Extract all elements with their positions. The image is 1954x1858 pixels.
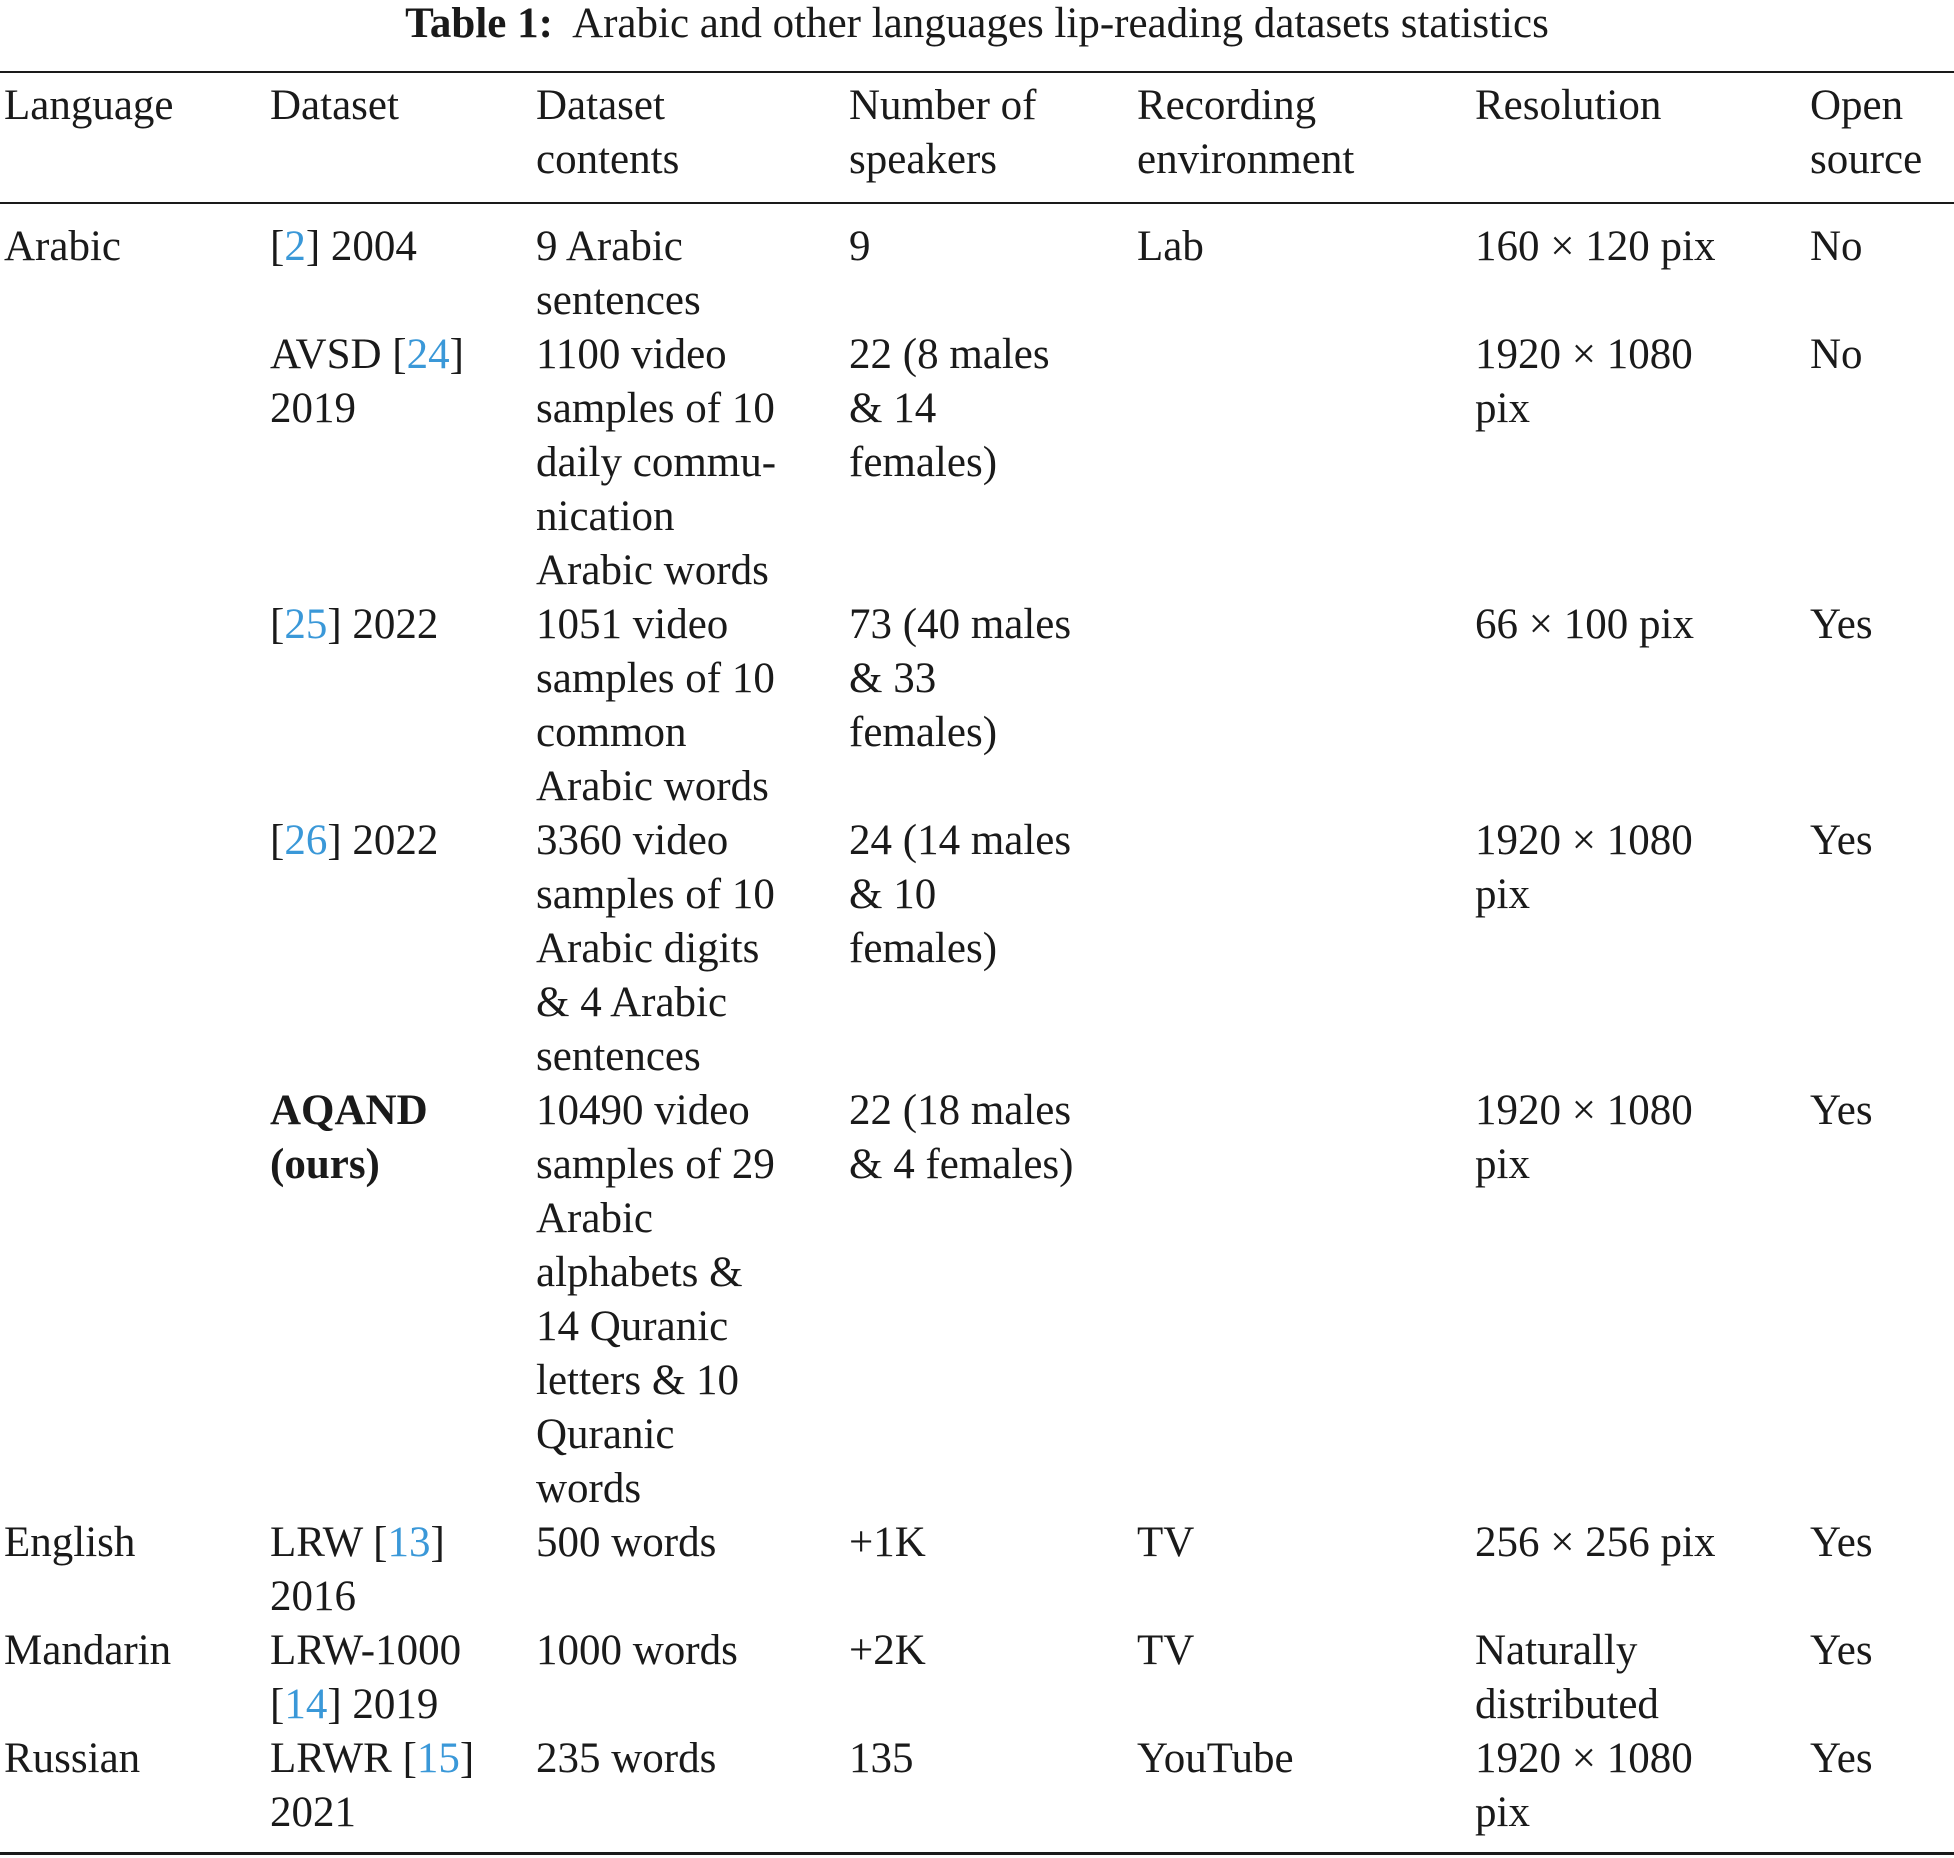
cell-text: Yes xyxy=(1810,601,1873,648)
caption-label: Table 1: xyxy=(405,0,553,47)
cell-dataset xyxy=(270,220,417,274)
cell-line xyxy=(536,220,701,274)
cell-line xyxy=(536,1246,775,1300)
cell-line xyxy=(1137,1624,1194,1678)
cell-line xyxy=(849,1516,926,1570)
cell-text: Lab xyxy=(1137,223,1204,270)
cell-line xyxy=(1475,220,1715,274)
cell-line xyxy=(1475,382,1693,436)
cell-line xyxy=(536,382,776,436)
cell-text: 3360 video xyxy=(536,817,729,864)
cell-line xyxy=(1810,328,1863,382)
cell-line xyxy=(849,220,871,274)
cell-text: 1920 × 1080 xyxy=(1475,817,1693,864)
cell-line xyxy=(849,382,1050,436)
cell-text: Yes xyxy=(1810,1519,1873,1566)
header-speakers xyxy=(849,79,1036,187)
cell-open-source xyxy=(1810,328,1863,382)
cell-line xyxy=(536,706,775,760)
cell-text: Yes xyxy=(1810,1627,1873,1674)
cell-line xyxy=(536,490,776,544)
cell-line xyxy=(270,1570,445,1624)
cell-contents xyxy=(536,814,775,1084)
cell-text: TV xyxy=(1137,1519,1195,1566)
cell-line xyxy=(1810,598,1873,652)
cell-line xyxy=(1137,220,1204,274)
cell-text: 160 × 120 pix xyxy=(1475,223,1716,270)
cell-line xyxy=(536,652,775,706)
caption-text: Arabic and other languages lip-reading datasets statistics xyxy=(572,0,1549,47)
cell-speakers xyxy=(849,598,1071,760)
cell-text: 1100 video xyxy=(536,331,727,378)
cell-dataset xyxy=(270,598,438,652)
cell-text: & 14 xyxy=(849,385,937,432)
cell-line xyxy=(270,598,438,652)
cell-language xyxy=(4,1732,140,1786)
cell-contents xyxy=(536,1516,716,1570)
cell-text: nication xyxy=(536,493,675,540)
cell-text: YouTube xyxy=(1137,1735,1294,1782)
header-line: speakers xyxy=(849,136,998,183)
header-line: Recording xyxy=(1137,82,1317,129)
header-line: environment xyxy=(1137,136,1355,183)
cell-line xyxy=(4,1732,140,1786)
cell-line xyxy=(1810,1516,1873,1570)
cell-open-source xyxy=(1810,598,1873,652)
cell-line xyxy=(536,1516,716,1570)
cell-resolution xyxy=(1475,598,1694,652)
header-line: Dataset xyxy=(536,82,665,129)
header-line: Number of xyxy=(849,82,1037,129)
cell-text: females) xyxy=(849,439,998,486)
cell-line xyxy=(270,328,464,382)
cell-text: & 33 xyxy=(849,655,937,702)
cell-language xyxy=(4,1516,135,1570)
cell-text: 235 words xyxy=(536,1735,717,1782)
cell-language xyxy=(4,1624,171,1678)
cell-line xyxy=(4,220,121,274)
cell-text: No xyxy=(1810,331,1863,378)
cell-open-source xyxy=(1810,1732,1873,1786)
cell-dataset xyxy=(270,1732,474,1840)
header-contents xyxy=(536,79,679,187)
header-line: Resolution xyxy=(1475,82,1662,129)
cell-line xyxy=(536,1462,775,1516)
cell-line xyxy=(536,1084,775,1138)
cell-line xyxy=(849,1084,1073,1138)
cell-environment xyxy=(1137,1732,1294,1786)
cell-text: 22 (18 males xyxy=(849,1087,1072,1134)
header-line: Open xyxy=(1810,82,1904,129)
citation-ref: 2 xyxy=(284,223,306,270)
cell-line xyxy=(270,220,417,274)
cell-line xyxy=(536,544,776,598)
cell-language xyxy=(4,220,121,274)
cell-text: 1051 video xyxy=(536,601,729,648)
cell-line xyxy=(536,1624,738,1678)
cell-line xyxy=(849,598,1071,652)
cell-text: 1000 words xyxy=(536,1627,738,1674)
cell-speakers xyxy=(849,220,871,274)
cell-contents xyxy=(536,1624,738,1678)
cell-contents xyxy=(536,328,776,598)
cell-text: [ xyxy=(270,1681,285,1728)
cell-text: ] xyxy=(449,331,464,378)
cell-line xyxy=(1475,1786,1693,1840)
cell-line xyxy=(1475,1138,1693,1192)
cell-text: [ xyxy=(270,223,285,270)
cell-text: +2K xyxy=(849,1627,926,1674)
cell-text: 10490 video xyxy=(536,1087,750,1134)
cell-text: 500 words xyxy=(536,1519,717,1566)
cell-line xyxy=(270,1678,461,1732)
cell-speakers xyxy=(849,814,1071,976)
cell-line xyxy=(4,1516,135,1570)
bold-text: AQAND xyxy=(270,1087,428,1134)
cell-text: 2019 xyxy=(270,385,356,432)
cell-text: LRWR [ xyxy=(270,1735,417,1782)
header-line: Dataset xyxy=(270,82,399,129)
cell-resolution xyxy=(1475,1516,1715,1570)
cell-open-source xyxy=(1810,1084,1873,1138)
cell-line xyxy=(270,1624,461,1678)
cell-text: ] xyxy=(459,1735,475,1782)
cell-text: 22 (8 males xyxy=(849,331,1050,378)
cell-line xyxy=(536,1732,716,1786)
cell-line xyxy=(1475,1678,1659,1732)
cell-text: LRW-1000 xyxy=(270,1627,462,1674)
cell-speakers xyxy=(849,328,1050,490)
cell-text: sentences xyxy=(536,1033,701,1080)
cell-text: females) xyxy=(849,709,998,756)
cell-text: words xyxy=(536,1465,642,1512)
cell-text: females) xyxy=(849,925,998,972)
cell-text: No xyxy=(1810,223,1863,270)
cell-line xyxy=(270,382,464,436)
cell-line xyxy=(849,436,1050,490)
cell-text: Arabic digits xyxy=(536,925,760,972)
header-environment xyxy=(1137,79,1354,187)
cell-text: +1K xyxy=(849,1519,926,1566)
cell-text: English xyxy=(4,1519,136,1566)
cell-line xyxy=(270,1138,428,1192)
cell-text: daily commu- xyxy=(536,439,777,486)
cell-text: sentences xyxy=(536,277,701,324)
cell-line xyxy=(1810,1732,1873,1786)
cell-contents xyxy=(536,220,701,328)
cell-text: pix xyxy=(1475,871,1530,918)
cell-line xyxy=(1810,1084,1873,1138)
cell-line xyxy=(849,868,1071,922)
cell-text: & 4 Arabic xyxy=(536,979,728,1026)
cell-text: 2021 xyxy=(270,1789,356,1836)
cell-line xyxy=(1475,1084,1693,1138)
cell-line xyxy=(536,1192,775,1246)
bottom-rule xyxy=(0,1852,1954,1855)
cell-text: 1920 × 1080 xyxy=(1475,1735,1693,1782)
cell-text: Arabic xyxy=(536,1195,653,1242)
cell-line xyxy=(1810,1624,1873,1678)
cell-speakers xyxy=(849,1732,914,1786)
cell-dataset xyxy=(270,1084,428,1192)
cell-line xyxy=(849,1138,1073,1192)
cell-text: pix xyxy=(1475,385,1530,432)
header-resolution xyxy=(1475,79,1661,133)
cell-text: 66 × 100 pix xyxy=(1475,601,1694,648)
cell-text: Yes xyxy=(1810,1087,1873,1134)
cell-line xyxy=(536,868,775,922)
cell-text: 24 (14 males xyxy=(849,817,1072,864)
cell-environment xyxy=(1137,220,1204,274)
cell-text: TV xyxy=(1137,1627,1195,1674)
cell-line xyxy=(270,1516,445,1570)
header-open-source xyxy=(1810,79,1922,187)
cell-line xyxy=(536,274,701,328)
cell-text: 2016 xyxy=(270,1573,356,1620)
cell-line xyxy=(1810,220,1863,274)
cell-resolution xyxy=(1475,1624,1659,1732)
cell-text: 135 xyxy=(849,1735,914,1782)
cell-text: [ xyxy=(270,601,285,648)
cell-line xyxy=(270,814,438,868)
cell-open-source xyxy=(1810,814,1873,868)
cell-resolution xyxy=(1475,328,1693,436)
cell-text: 256 × 256 pix xyxy=(1475,1519,1716,1566)
cell-dataset xyxy=(270,814,438,868)
cell-text: pix xyxy=(1475,1789,1530,1836)
cell-line xyxy=(849,328,1050,382)
cell-text: samples of 29 xyxy=(536,1141,775,1188)
cell-text: & 4 females) xyxy=(849,1141,1074,1188)
cell-contents xyxy=(536,598,775,814)
cell-text: 9 Arabic xyxy=(536,223,683,270)
cell-line xyxy=(536,1138,775,1192)
header-line: source xyxy=(1810,136,1923,183)
cell-text: alphabets & xyxy=(536,1249,743,1296)
table-caption xyxy=(0,0,1954,52)
cell-environment xyxy=(1137,1516,1194,1570)
cell-text: letters & 10 xyxy=(536,1357,740,1404)
cell-resolution xyxy=(1475,1732,1693,1840)
cell-line xyxy=(270,1732,474,1786)
cell-line xyxy=(1475,814,1693,868)
cell-line xyxy=(536,1030,775,1084)
cell-line xyxy=(270,1786,474,1840)
cell-text: 14 Quranic xyxy=(536,1303,729,1350)
cell-line xyxy=(1137,1732,1294,1786)
citation-ref: 14 xyxy=(284,1681,328,1728)
cell-line xyxy=(849,1732,914,1786)
cell-text: Arabic words xyxy=(536,547,769,594)
cell-text: samples of 10 xyxy=(536,385,775,432)
cell-environment xyxy=(1137,1624,1194,1678)
cell-line xyxy=(536,1408,775,1462)
cell-text: samples of 10 xyxy=(536,655,775,702)
cell-speakers xyxy=(849,1624,926,1678)
cell-line xyxy=(1475,868,1693,922)
header-dataset xyxy=(270,79,399,133)
cell-line xyxy=(849,1624,926,1678)
header-rule xyxy=(0,202,1954,204)
cell-open-source xyxy=(1810,1624,1873,1678)
cell-text: Yes xyxy=(1810,1735,1873,1782)
cell-line xyxy=(536,1354,775,1408)
cell-dataset xyxy=(270,1624,461,1732)
header-line: contents xyxy=(536,136,680,183)
cell-line xyxy=(1137,1516,1194,1570)
cell-text: AVSD [ xyxy=(270,331,407,378)
cell-line xyxy=(849,922,1071,976)
cell-open-source xyxy=(1810,220,1863,274)
header-line: Language xyxy=(4,82,174,129)
cell-text: samples of 10 xyxy=(536,871,775,918)
cell-line xyxy=(536,760,775,814)
cell-speakers xyxy=(849,1084,1073,1192)
cell-text: 9 xyxy=(849,223,871,270)
cell-text: ] 2004 xyxy=(305,223,417,270)
cell-line xyxy=(849,706,1071,760)
cell-contents xyxy=(536,1732,716,1786)
cell-line xyxy=(270,1084,428,1138)
cell-line xyxy=(1475,328,1693,382)
cell-dataset xyxy=(270,328,464,436)
citation-ref: 26 xyxy=(284,817,328,864)
citation-ref: 13 xyxy=(387,1519,431,1566)
cell-text: LRW [ xyxy=(270,1519,388,1566)
cell-line xyxy=(536,436,776,490)
cell-line xyxy=(536,922,775,976)
cell-text: ] xyxy=(430,1519,445,1566)
citation-ref: 24 xyxy=(406,331,450,378)
cell-text: 1920 × 1080 xyxy=(1475,1087,1693,1134)
bold-text: (ours) xyxy=(270,1141,380,1188)
cell-line xyxy=(536,976,775,1030)
top-rule xyxy=(0,71,1954,73)
cell-dataset xyxy=(270,1516,445,1624)
cell-text: & 10 xyxy=(849,871,937,918)
cell-line xyxy=(536,1300,775,1354)
cell-line xyxy=(4,1624,171,1678)
cell-line xyxy=(1475,1516,1715,1570)
cell-line xyxy=(1475,1624,1659,1678)
cell-text: ] 2022 xyxy=(327,601,439,648)
cell-text: 1920 × 1080 xyxy=(1475,331,1693,378)
cell-line xyxy=(536,598,775,652)
cell-line xyxy=(536,814,775,868)
cell-line xyxy=(536,328,776,382)
cell-text: Naturally xyxy=(1475,1627,1638,1674)
cell-line xyxy=(849,814,1071,868)
cell-text: Yes xyxy=(1810,817,1873,864)
cell-line xyxy=(1475,598,1694,652)
cell-line xyxy=(1475,1732,1693,1786)
cell-line xyxy=(1810,814,1873,868)
cell-text: pix xyxy=(1475,1141,1530,1188)
cell-text: Mandarin xyxy=(4,1627,172,1674)
cell-contents xyxy=(536,1084,775,1516)
cell-text: ] 2022 xyxy=(327,817,439,864)
cell-speakers xyxy=(849,1516,926,1570)
cell-text: distributed xyxy=(1475,1681,1659,1728)
cell-open-source xyxy=(1810,1516,1873,1570)
cell-text: common xyxy=(536,709,687,756)
cell-line xyxy=(849,652,1071,706)
citation-ref: 25 xyxy=(284,601,328,648)
cell-text: Quranic xyxy=(536,1411,675,1458)
cell-text: Arabic words xyxy=(536,763,769,810)
cell-text: ] 2019 xyxy=(327,1681,439,1728)
cell-resolution xyxy=(1475,814,1693,922)
cell-resolution xyxy=(1475,1084,1693,1192)
cell-text: 73 (40 males xyxy=(849,601,1072,648)
cell-resolution xyxy=(1475,220,1715,274)
cell-text: Arabic xyxy=(4,223,121,270)
cell-text: [ xyxy=(270,817,285,864)
cell-text: Russian xyxy=(4,1735,141,1782)
header-language xyxy=(4,79,174,133)
citation-ref: 15 xyxy=(416,1735,460,1782)
